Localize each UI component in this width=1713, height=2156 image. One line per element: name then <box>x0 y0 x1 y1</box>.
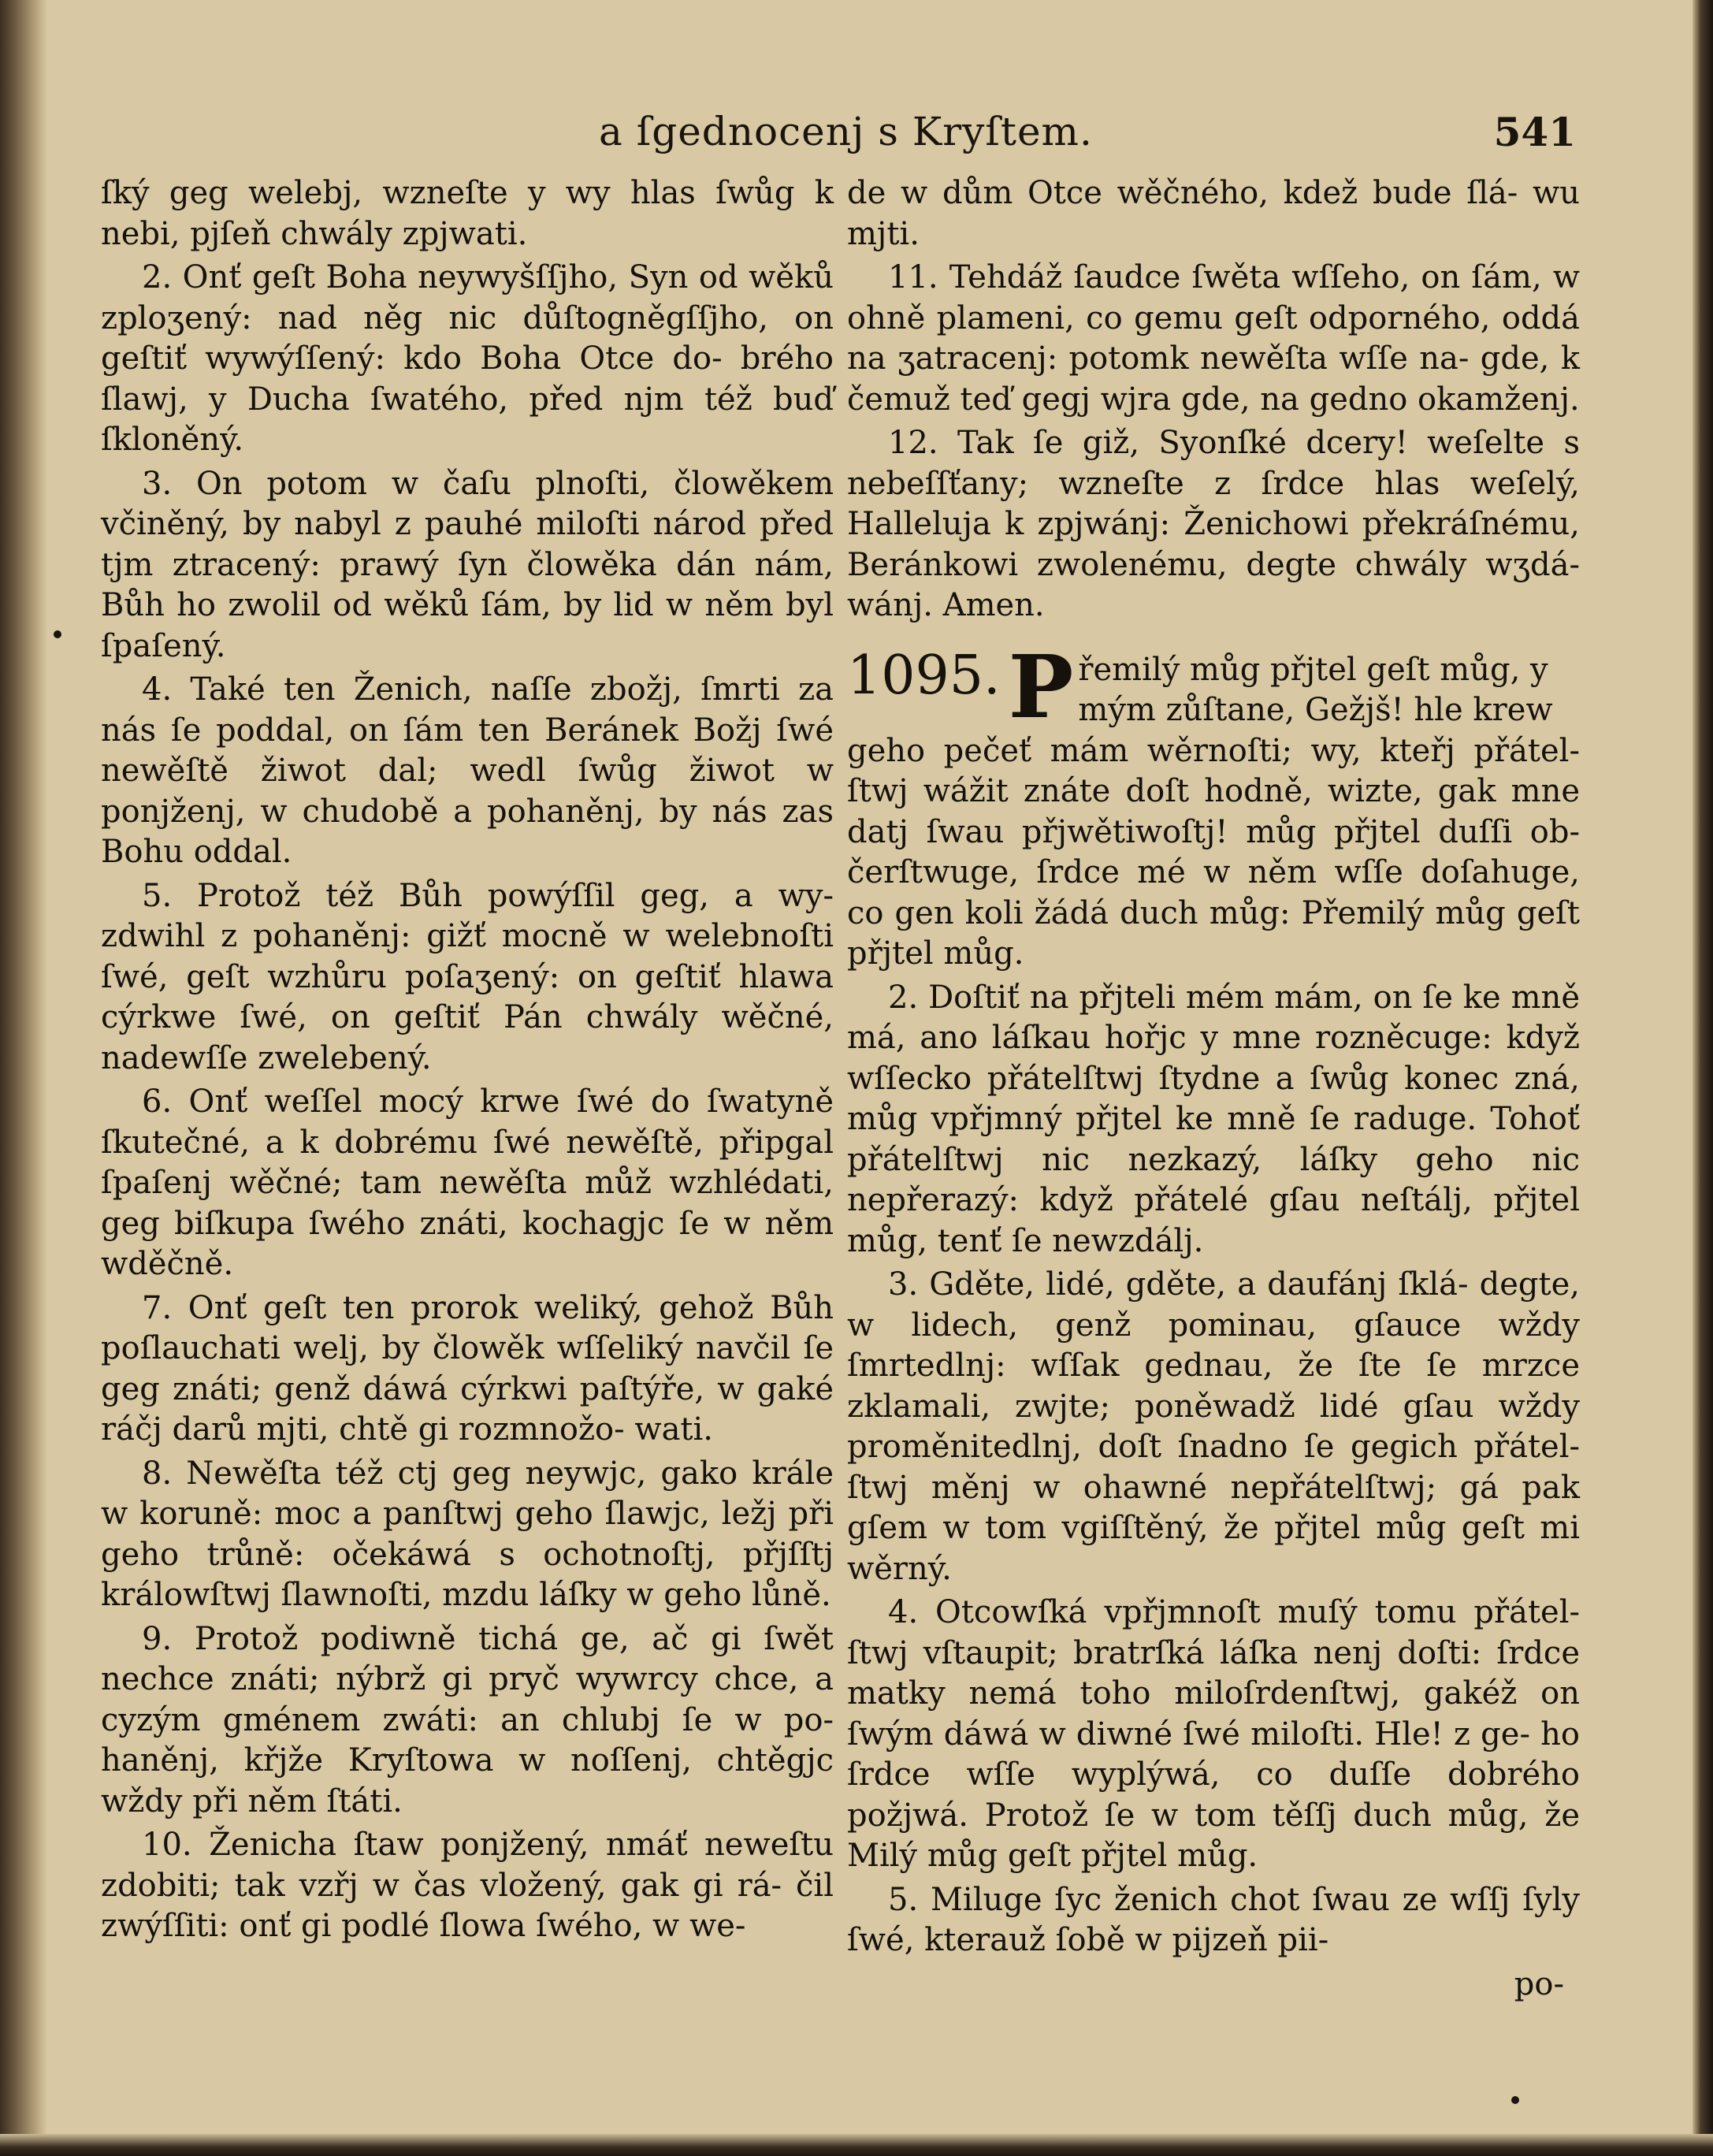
hymn-block <box>847 635 1580 975</box>
verse-paragraph: 2. Onť geſt Boha neywyšſſjho, Syn od wěků zploʒený: nad něg nic důſtogněgſſjho, on geſtiť wywýſſený: kdo Boha Otce do- brého ſlawj, y Ducha ſwatého, před njm též buď ſkloněný. <box>101 259 834 458</box>
verse-paragraph: 11. Tehdáž ſaudce ſwěta wſſeho, on ſám, w ohně plameni, co gemu geſt odporného, oddá na ʒatracenj: potomk newěſta wſſe na- gde, k čemuž teď gegj wjra gde, na gedno okamženj. <box>847 259 1580 418</box>
verse-paragraph: 7. Onť geſt ten prorok weliký, gehož Bůh poſlauchati welj, by člowěk wſſeliký navčil ſe geg znáti; genž dáwá cýrkwi paſtýře, w gaké ráčj darů mjti, chtě gi rozmnožo- wati. <box>101 1289 834 1448</box>
running-head: a ſgednocenj s Kryſtem. <box>599 109 1093 154</box>
verse-paragraph: ſký geg welebj, wzneſte y wy hlas ſwůg k nebi, pjſeň chwály zpjwati. <box>101 175 834 252</box>
verse-paragraph: 8. Newěſta též ctj geg neywjc, gako krále w koruně: moc a panſtwj geho ſlawjc, ležj při geho trůně: očekáwá s ochotnoſtj, přjſſtj králowſtwj ſlawnoſti, mzdu láſky w geho lůně. <box>101 1455 834 1613</box>
page-edge <box>1693 0 1713 2156</box>
verse-paragraph: 3. On potom w čaſu plnoſti, člowěkem včiněný, by nabyl z pauhé miloſti národ před tjm ztracený: prawý ſyn člowěka dán nám, Bůh ho zwolil od wěků ſám, by lid w něm byl ſpaſený. <box>101 465 834 664</box>
verse-paragraph: 5. Miluge ſyc ženich chot ſwau ze wſſj ſyly ſwé, kterauž ſobě w pijzeň pii- <box>847 1881 1580 1958</box>
verse-paragraph: 4. Také ten Ženich, naſſe zbožj, ſmrti za nás ſe poddal, on ſám ten Beránek Božj ſwé newěſtě žiwot dal; wedl ſwůg žiwot w ponjženj, w chudobě a pohaněnj, by nás zas Bohu oddal. <box>101 671 834 870</box>
hymn-first-line: řemilý můg přjtel geſt můg, y <box>1078 651 1548 688</box>
binding-gutter <box>0 0 47 2156</box>
verse-paragraph: 2. Doſtiť na přjteli mém mám, on ſe ke mně má, ano láſkau hořjc y mne rozněcuge: když wſſecko přátelſtwj ſtydne a ſwůg konec zná, můg vpřjmný přjtel ke mně ſe raduge. Tohoť přátelſtwj nic nezkazý, láſky geho nic nepřerazý: když přátelé gſau neſtálj, přjtel můg, tenť ſe newzdálj. <box>847 979 1580 1259</box>
page-bottom-edge <box>0 2134 1713 2156</box>
hymn-body: geho pečeť mám wěrnoſti; wy, kteřj přátel- ſtwj wážit znáte doſt hodně, wizte, gak mne datj ſwau přjwětiwoſtj! můg přjtel duſſi ob- čerſtwuge, ſrdce mé w něm wſſe doſahuge, co gen koli žádá duch můg: Přemilý můg geſt přjtel můg. <box>847 732 1580 972</box>
hymn-number: 1095. <box>847 644 1001 707</box>
catchword: po- <box>1514 1965 1564 2002</box>
right-column <box>847 173 1580 2008</box>
verse-paragraph: 6. Onť weſſel mocý krwe ſwé do ſwatyně ſkutečné, a k dobrému ſwé newěſtě, připgal ſpaſenj wěčné; tam newěſta můž wzhlédati, geg biſkupa ſwého znáti, kochagjc ſe w něm wděčně. <box>101 1084 834 1282</box>
verse-paragraph: 9. Protož podiwně tichá ge, ač gi ſwět nechce znáti; nýbrž gi pryč wywrcy chce, a cyzým gménem zwáti: an chlubj ſe w po- haněnj, křjže Kryſtowa w noſſenj, chtěgjc wždy při něm ſtáti. <box>101 1620 834 1820</box>
left-column <box>101 173 834 1950</box>
verse-paragraph: 10. Ženicha ſtaw ponjžený, nmáť neweſtu zdobiti; tak vzřj w čas vložený, gak gi rá- čil zwýſſiti: onť gi podlé ſlowa ſwého, w we- <box>101 1827 834 1944</box>
page-header <box>599 109 1576 164</box>
hymn-second-line: mým zůſtane, Gežjš! hle krew <box>1078 692 1553 728</box>
verse-paragraph: de w dům Otce wěčného, kdež bude ſlá- wu mjti. <box>847 175 1580 252</box>
ink-speck <box>1511 2096 1519 2104</box>
verse-paragraph: 5. Protož též Bůh powýſſil geg, a wy- zdwihl z pohaněnj: gižť mocně w welebnoſti ſwé, geſt wzhůru poſaʒený: on geſtiť hlawa cýrkwe ſwé, on geſtiť Pán chwály wěčné, nadewſſe zwelebený. <box>101 877 834 1076</box>
ink-speck <box>54 630 61 638</box>
verse-paragraph: 3. Gděte, lidé, gděte, a daufánj ſklá- degte, w lidech, genž pominau, gſauce wždy ſmrtedlnj: wſſak gednau, že ſte ſe mrzce zklamali, zwjte; poněwadž lidé gſau wždy proměnitedlnj, doſt ſnadno ſe gegich přátel- ſtwj měnj w ohawné nepřátelſtwj; gá pak gſem w tom vgiſſtěný, že přjtel můg geſt mi wěrný. <box>847 1266 1580 1587</box>
page-number: 541 <box>1493 109 1576 155</box>
verse-paragraph: 4. Otcowſká vpřjmnoſt muſý tomu přátel- ſtwj vſtaupit; bratrſká láſka nenj doſti: ſrdce matky nemá toho miloſrdenſtwj, gakéž on ſwým dáwá w diwné ſwé miloſti. Hle! z ge- ho ſrdce wſſe wyplýwá, co duſſe dobrého požjwá. Protož ſe w tom těſſj duch můg, že Milý můg geſt přjtel můg. <box>847 1594 1580 1874</box>
drop-cap: P <box>1008 635 1074 738</box>
verse-paragraph: 12. Tak ſe giž, Syonſké dcery! weſelte s nebeſſťany; wzneſte z ſrdce hlas weſelý, Halleluja k zpjwánj: Ženichowi překráſnému, Beránkowi zwolenému, degte chwály wʒdá- wánj. Amen. <box>847 425 1580 623</box>
